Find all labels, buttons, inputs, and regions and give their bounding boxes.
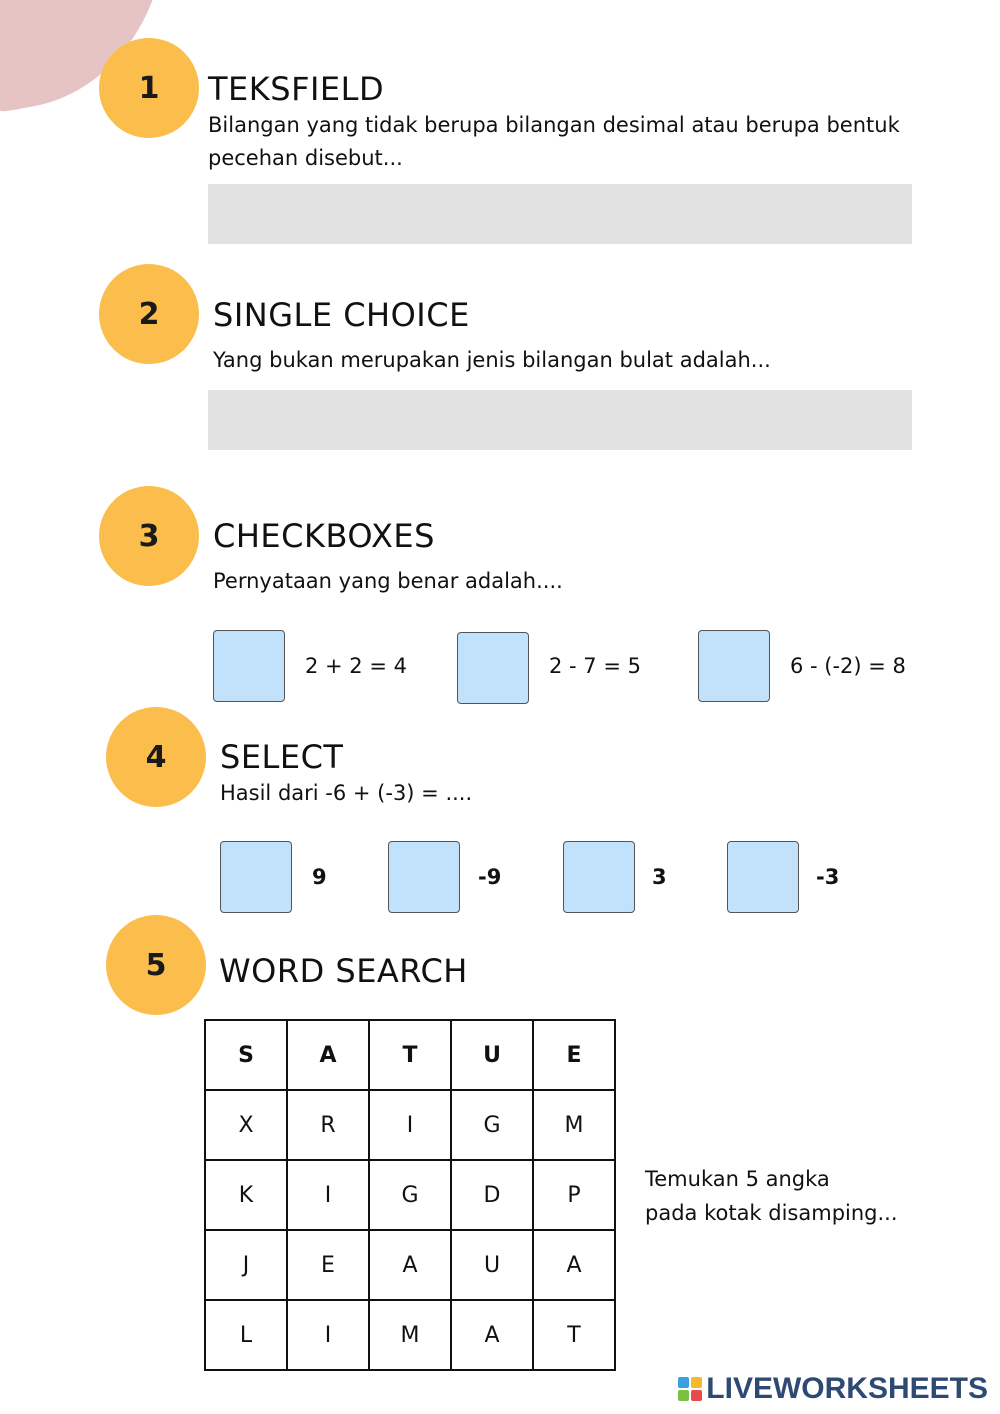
grid-row xyxy=(205,1090,615,1160)
checkbox-option-1[interactable] xyxy=(213,630,285,702)
grid-cell[interactable]: I xyxy=(369,1090,451,1160)
grid-cell[interactable]: J xyxy=(205,1230,287,1300)
grid-cell[interactable]: I xyxy=(287,1300,369,1370)
section-1-question-line1: Bilangan yang tidak berupa bilangan desimal atau berupa bentuk xyxy=(208,113,900,137)
section-3-question: Pernyataan yang benar adalah.... xyxy=(213,569,563,593)
section-2-question: Yang bukan merupakan jenis bilangan bulat adalah... xyxy=(213,348,771,372)
section-4-title: SELECT xyxy=(220,738,344,776)
grid-cell[interactable]: A xyxy=(287,1020,369,1090)
grid-cell[interactable]: S xyxy=(205,1020,287,1090)
grid-cell[interactable]: G xyxy=(369,1160,451,1230)
select-option-1-label: 9 xyxy=(312,865,327,889)
select-option-4-label: -3 xyxy=(816,865,840,889)
grid-cell[interactable]: L xyxy=(205,1300,287,1370)
section-4-number: 4 xyxy=(106,707,206,807)
logo-icon xyxy=(678,1377,702,1401)
checkbox-option-2-label: 2 - 7 = 5 xyxy=(549,654,641,678)
text-answer-field[interactable] xyxy=(208,184,912,244)
grid-cell[interactable]: R xyxy=(287,1090,369,1160)
select-option-1[interactable] xyxy=(220,841,292,913)
select-option-4[interactable] xyxy=(727,841,799,913)
section-2-number: 2 xyxy=(99,264,199,364)
word-search-grid xyxy=(204,1019,616,1371)
checkbox-option-1-label: 2 + 2 = 4 xyxy=(305,654,407,678)
grid-cell[interactable]: T xyxy=(533,1300,615,1370)
select-option-3[interactable] xyxy=(563,841,635,913)
select-option-2-label: -9 xyxy=(478,865,502,889)
section-1-question xyxy=(208,109,900,175)
hint-line1: Temukan 5 angka xyxy=(645,1167,830,1191)
checkbox-option-2[interactable] xyxy=(457,632,529,704)
section-5-number: 5 xyxy=(106,915,206,1015)
logo-text: LIVEWORKSHEETS xyxy=(706,1372,988,1405)
section-1-question-line2: pecehan disebut... xyxy=(208,146,403,170)
grid-row xyxy=(205,1300,615,1370)
grid-cell[interactable]: E xyxy=(287,1230,369,1300)
liveworksheets-logo xyxy=(678,1372,988,1406)
grid-cell[interactable]: D xyxy=(451,1160,533,1230)
section-4-question: Hasil dari -6 + (-3) = .... xyxy=(220,781,473,805)
section-1-number: 1 xyxy=(99,38,199,138)
checkbox-option-3-label: 6 - (-2) = 8 xyxy=(790,654,906,678)
grid-cell[interactable]: M xyxy=(533,1090,615,1160)
section-3-title: CHECKBOXES xyxy=(213,517,435,555)
select-option-2[interactable] xyxy=(388,841,460,913)
grid-row xyxy=(205,1230,615,1300)
grid-cell[interactable]: P xyxy=(533,1160,615,1230)
section-1-title: TEKSFIELD xyxy=(208,70,385,108)
section-3-number: 3 xyxy=(99,486,199,586)
word-search-hint xyxy=(645,1162,898,1230)
select-option-3-label: 3 xyxy=(652,865,667,889)
grid-cell[interactable]: U xyxy=(451,1020,533,1090)
grid-cell[interactable]: I xyxy=(287,1160,369,1230)
hint-line2: pada kotak disamping... xyxy=(645,1201,898,1225)
grid-cell[interactable]: E xyxy=(533,1020,615,1090)
grid-cell[interactable]: U xyxy=(451,1230,533,1300)
section-5-title: WORD SEARCH xyxy=(219,952,468,990)
grid-cell[interactable]: K xyxy=(205,1160,287,1230)
grid-cell[interactable]: M xyxy=(369,1300,451,1370)
grid-cell[interactable]: A xyxy=(451,1300,533,1370)
grid-cell[interactable]: X xyxy=(205,1090,287,1160)
checkbox-option-3[interactable] xyxy=(698,630,770,702)
grid-cell[interactable]: A xyxy=(533,1230,615,1300)
section-2-title: SINGLE CHOICE xyxy=(213,296,470,334)
grid-row xyxy=(205,1160,615,1230)
grid-row xyxy=(205,1020,615,1090)
grid-cell[interactable]: A xyxy=(369,1230,451,1300)
grid-cell[interactable]: G xyxy=(451,1090,533,1160)
single-choice-dropdown[interactable] xyxy=(208,390,912,450)
grid-cell[interactable]: T xyxy=(369,1020,451,1090)
